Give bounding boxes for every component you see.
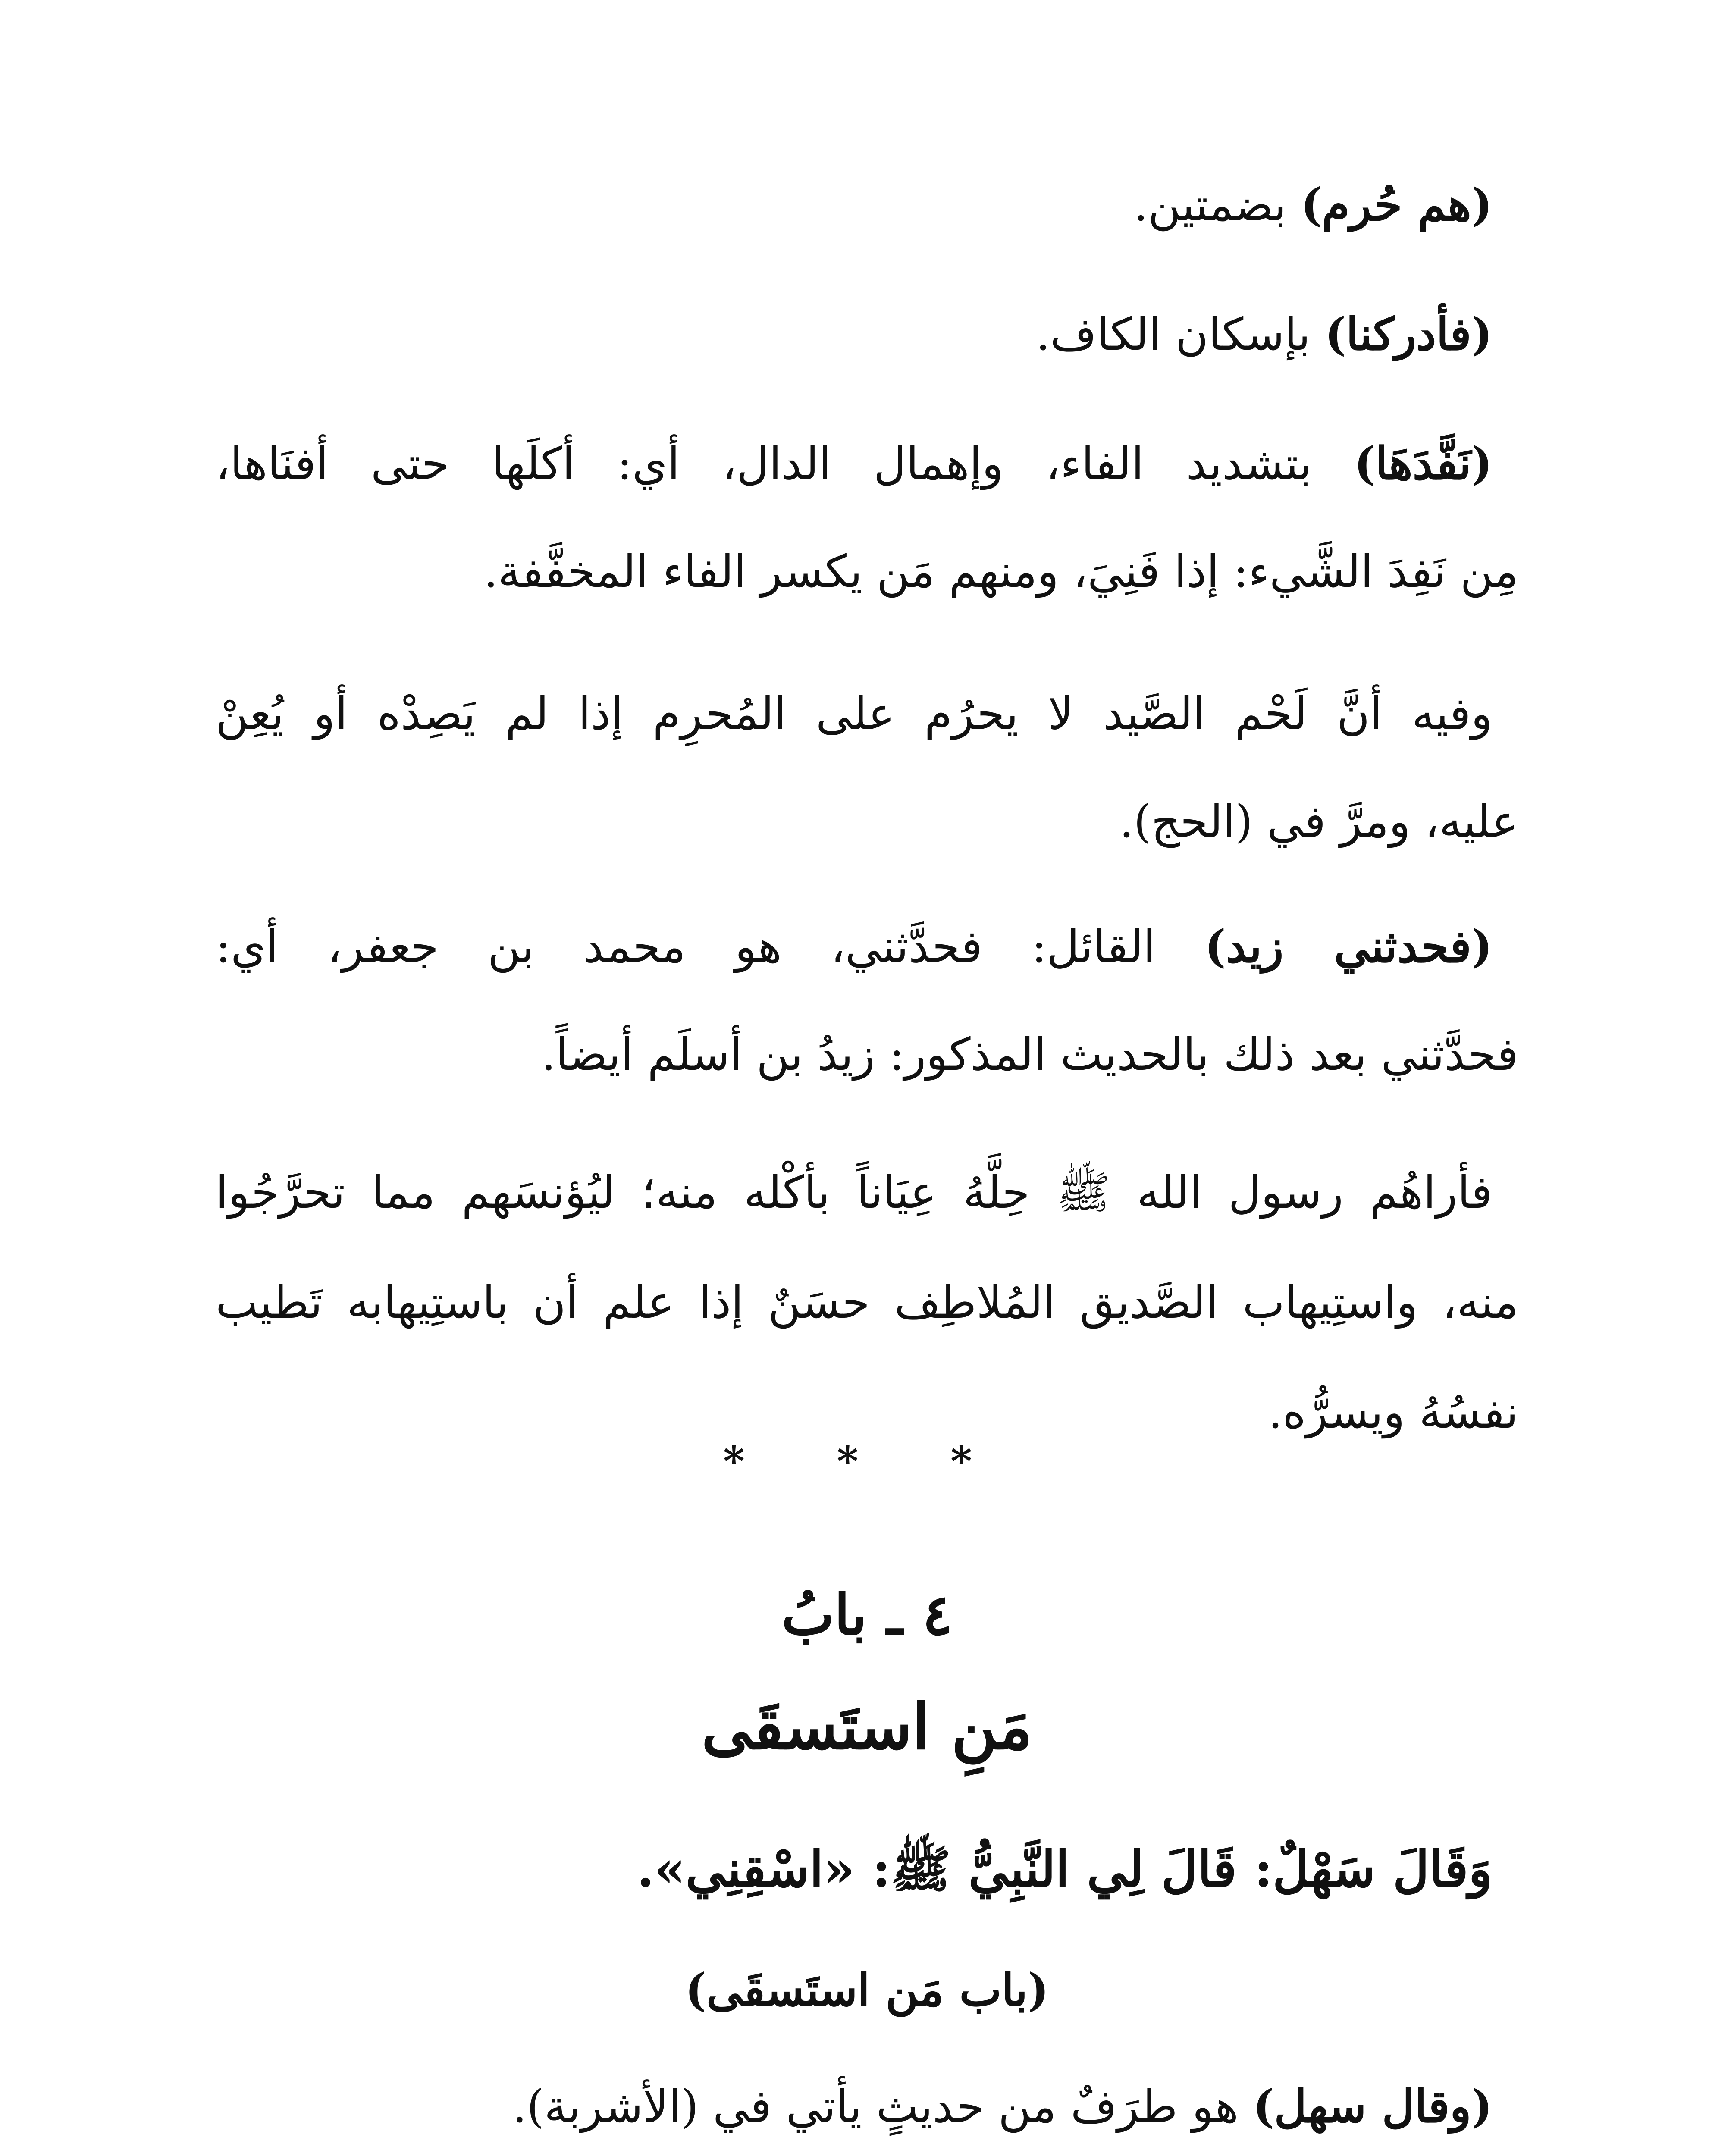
paragraph-text: فأراهُم رسول الله ﷺ حِلَّهُ عِيَاناً بأكْله منه؛ ليُؤنسَهم مما تحرَّجُوا xyxy=(216,1166,1493,1219)
chapter-title: مَنِ استَسقَى xyxy=(701,1690,1033,1764)
paragraph-continuation: مِن نَفِدَ الشَّيء: إذا فَنِيَ، ومنهم مَن يكسر الفاء المخفَّفة. xyxy=(483,545,1518,598)
commentary-heading: (باب مَن استَسقَى) xyxy=(685,1963,1049,2016)
paragraph-text: بإسكان الكاف. xyxy=(1036,308,1325,360)
lemma-label: (فأدركنا) xyxy=(1325,307,1493,360)
lemma-label: (نَفَّدَهَا) xyxy=(1354,437,1493,490)
lemma-label: (هم حُرم) xyxy=(1301,178,1493,231)
paragraph-line xyxy=(216,785,1518,858)
paragraph-text: بتشديد الفاء، وإهمال الدال، أي: أكلَها حتى أفنَاها، xyxy=(216,437,1354,490)
lemma-label: (وقال سهل) xyxy=(1253,2080,1493,2133)
paragraph-continuation: نفسُهُ ويسرُّه. xyxy=(1268,1386,1518,1438)
section-separator: * * * xyxy=(723,1437,1011,1486)
hadith-text: وَقَالَ سَهْلٌ: قَالَ لِي النَّبِيُّ ﷺ: «اسْقِنِي». xyxy=(637,1840,1493,1899)
paragraph-line xyxy=(216,168,1493,241)
paragraph-line xyxy=(216,910,1493,983)
paragraph-continuation: منه، واستِيهاب الصَّديق المُلاطِف حسَنٌ إذا علم أن باستِيهابه تَطيب xyxy=(216,1276,1518,1329)
chapter-number: ٤ ـ بابُ xyxy=(781,1582,953,1648)
paragraph-text: وفيه أنَّ لَحْم الصَّيد لا يحرُم على المُحرِم إذا لم يَصِدْه أو يُعِنْ xyxy=(216,687,1493,740)
paragraph-line xyxy=(216,1018,1518,1091)
paragraph-line xyxy=(216,298,1493,371)
paragraph-text: بضمتين. xyxy=(1133,179,1301,231)
paragraph-line xyxy=(216,1266,1518,1339)
paragraph-line xyxy=(216,677,1493,750)
paragraph-line xyxy=(216,1156,1493,1229)
paragraph-line xyxy=(216,427,1493,500)
lemma-label: (فحدثني زيد) xyxy=(1204,920,1493,973)
paragraph-line xyxy=(216,535,1518,608)
paragraph-text: القائل: فحدَّثني، هو محمد بن جعفر، أي: xyxy=(216,920,1205,973)
paragraph-line xyxy=(216,2070,1493,2143)
paragraph-continuation: فحدَّثني بعد ذلك بالحديث المذكور: زيدُ بن أسلَم أيضاً. xyxy=(541,1028,1518,1081)
paragraph-text: هو طرَفٌ من حديثٍ يأتي في (الأشربة). xyxy=(512,2080,1253,2133)
paragraph-continuation: عليه، ومرَّ في (الحج). xyxy=(1119,795,1518,848)
